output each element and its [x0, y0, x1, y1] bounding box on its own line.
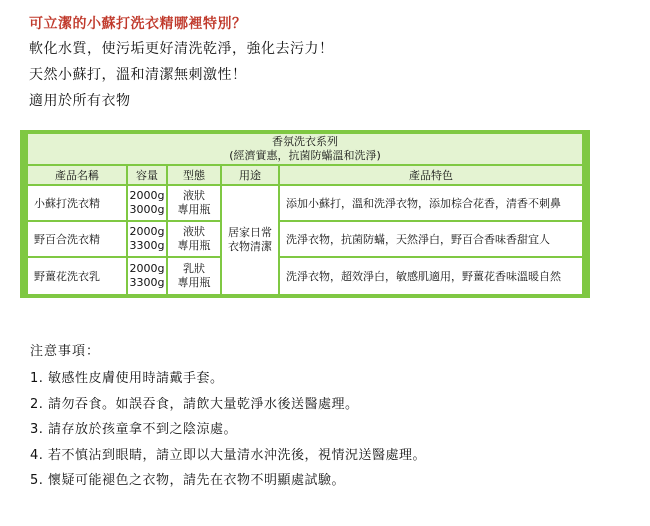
header-capacity: 容量 [128, 166, 166, 184]
note-item: 3. 請存放於孩童拿不到之陰涼處。 [30, 422, 238, 437]
table-row-type [168, 186, 220, 220]
note-item: 4. 若不慎沾到眼睛，請立即以大量清水沖洗後，視情況送醫處理。 [30, 447, 427, 463]
table-row-feature: 洗淨衣物，超效淨白，敏感肌適用，野薑花香味溫暖自然 [280, 258, 582, 294]
product-table [20, 130, 590, 298]
usage-value: 居家日常 [228, 226, 272, 239]
note-item: 5. 懷疑可能褪色之衣物，請先在衣物不明顯處試驗。 [30, 473, 346, 488]
note-item: 1. 敏感性皮膚使用時請戴手套。 [30, 371, 224, 386]
capacity-value: 2000g [129, 262, 165, 275]
intro-line: 適用於所有衣物 [29, 93, 131, 109]
table-row-name: 野薑花洗衣乳 [28, 258, 126, 294]
series-subtitle: (經濟實惠，抗菌防蟎溫和洗淨) [229, 149, 381, 162]
capacity-value: 3000g [129, 203, 165, 216]
type-value: 乳狀 [183, 262, 205, 275]
notes-title: 注意事項： [30, 344, 101, 359]
usage-value: 衣物清潔 [228, 240, 272, 253]
table-row-capacity [128, 222, 166, 256]
usage-cell [222, 186, 278, 294]
type-value: 液狀 [183, 189, 205, 202]
note-item: 2. 請勿吞食。如誤吞食，請飲大量乾淨水後送醫處理。 [30, 396, 359, 412]
capacity-value: 3300g [129, 276, 165, 289]
type-value: 專用瓶 [177, 239, 211, 252]
table-row-type [168, 258, 220, 294]
product-table-grid [20, 130, 590, 298]
table-row-capacity [128, 186, 166, 220]
type-value: 專用瓶 [177, 276, 211, 289]
header-usage: 用途 [222, 166, 278, 184]
table-row-name: 小蘇打洗衣精 [28, 186, 126, 220]
header-product-name: 產品名稱 [28, 166, 126, 184]
table-row-capacity [128, 258, 166, 294]
capacity-value: 2000g [129, 225, 165, 238]
intro-line: 天然小蘇打，溫和清潔無刺激性！ [29, 67, 247, 83]
type-value: 專用瓶 [177, 203, 211, 216]
table-row-feature: 洗淨衣物，抗菌防蟎，天然淨白，野百合香味香甜宜人 [280, 222, 582, 256]
intro-line: 軟化水質，使污垢更好清洗乾淨，強化去污力！ [29, 41, 334, 57]
capacity-value: 3300g [129, 239, 165, 252]
table-row-feature: 添加小蘇打，溫和洗淨衣物，添加棕合花香，清香不刺鼻 [280, 186, 582, 220]
intro-section [29, 12, 334, 114]
intro-heading: 可立潔的小蘇打洗衣精哪裡特別？ [29, 16, 247, 32]
series-title: 香氛洗衣系列 [272, 135, 338, 148]
capacity-value: 2000g [129, 189, 165, 202]
type-value: 液狀 [183, 225, 205, 238]
header-feature: 產品特色 [280, 166, 582, 184]
table-row-type [168, 222, 220, 256]
notes-section [30, 340, 426, 494]
series-header [28, 134, 582, 164]
table-row-name: 野百合洗衣精 [28, 222, 126, 256]
header-type: 型態 [168, 166, 220, 184]
